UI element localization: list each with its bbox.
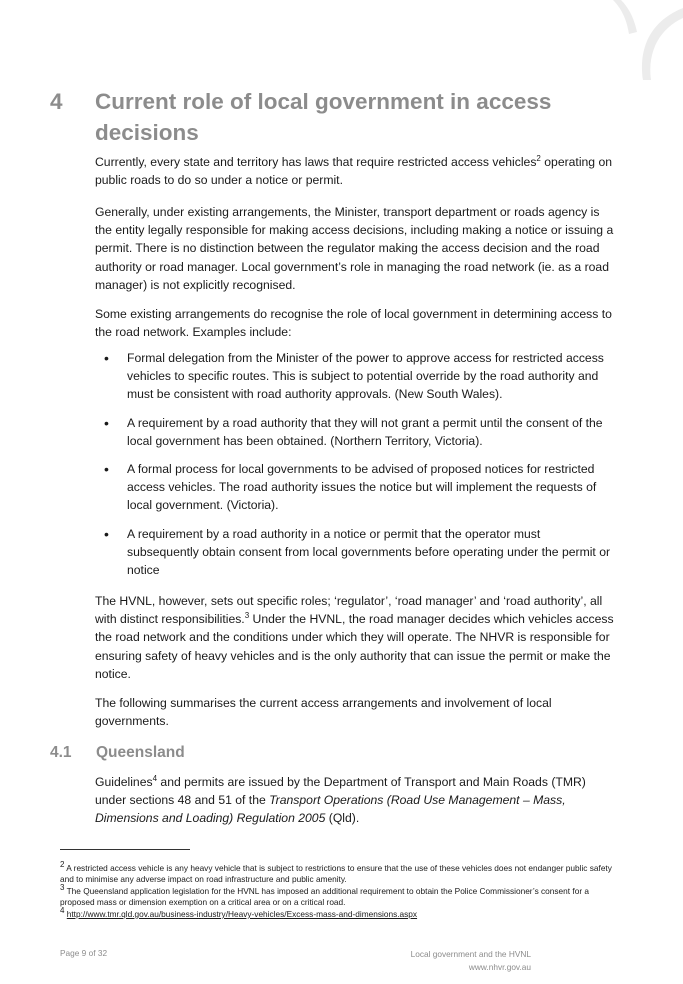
- document-title: Local government and the HVNL: [410, 949, 531, 959]
- paragraph-hvnl-roles: The HVNL, however, sets out specific roles; ‘regulator’, ‘road manager’ and ‘road authority’, all with distinct responsibilities.$^3$ Under the HVNL, the road manager decides which vehicles access the road network and the conditions under which they will operate. The NHVR is responsible for ensuring safety of heavy vehicles and is the only authority that can issue the permit or make the notice.: [95, 594, 614, 681]
- regulation-title: Transport Operations (Road Use Management – Mass, Dimensions and Loading) Regulation 2005: [95, 793, 566, 826]
- website-url: www.nhvr.gov.au: [468, 962, 531, 972]
- tmr-guidelines-link[interactable]: http://www.tmr.qld.gov.au/business-industry/Heavy-vehicles/Excess-mass-and-dimensions.aspx: [66, 909, 418, 919]
- footnote-3: $^3$ The Queensland application legislation for the HVNL has imposed an additional requirement to obtain the Police Commissioner’s consent for a proposed mass or dimension exemption on a critical area or on a critical road.: [60, 883, 589, 908]
- paragraph-examples-intro: Some existing arrangements do recognise the role of local government in determining access to the road network. Examples include:: [95, 307, 612, 340]
- list-item: • A requirement by a road authority in a notice or permit that the operator must subsequently obtain consent from local governments before operating under the permit or notice: [104, 525, 611, 578]
- section-title: Current role of local government in access decisions: [95, 89, 552, 145]
- bullet-icon: •: [104, 414, 109, 431]
- section-number: 4: [50, 89, 63, 114]
- bullet-icon: •: [104, 525, 109, 542]
- bullet-icon: •: [104, 350, 109, 366]
- subsection-number: 4.1: [50, 744, 72, 761]
- examples-list: [95, 349, 615, 589]
- list-item: • A formal process for local governments to be advised of proposed notices for restricted access vehicles. The road authority issues the notice but will implement the requests of local government. (Victoria).: [104, 461, 597, 513]
- bullet-icon: •: [104, 461, 109, 478]
- paragraph-intro: Currently, every state and territory has laws that require restricted access vehicles$^2$ operating on public roads to do so under a notice or permit.: [95, 153, 613, 188]
- footnote-ref-3[interactable]: 3: [244, 611, 250, 621]
- paragraph-summary: The following summarises the current access arrangements and involvement of local governments.: [95, 696, 552, 729]
- paragraph-arrangements: Generally, under existing arrangements, the Minister, transport department or roads agency is the entity legally responsible for making access decisions, including making a notice or issuing a permit. There is no distinction between the regulator making the access decision and the road authority or road manager. Local government’s role in managing the road network (ie. as a road manager) is not explicitly recognised.: [95, 205, 614, 292]
- footnote-divider: [60, 849, 190, 850]
- list-item: • Formal delegation from the Minister of the power to approve access for restricted access vehicles to specific routes. This is subject to potential override by the road authority and must be consistent with road authority approvals. (New South Wales).: [104, 350, 604, 402]
- subsection-title: Queensland: [96, 744, 185, 761]
- list-item: • A requirement by a road authority that they will not grant a permit until the consent of the local government has been obtained. (Northern Territory, Victoria).: [104, 414, 603, 448]
- footnote-4: $^4$ http://www.tmr.qld.gov.au/business-industry/Heavy-vehicles/Excess-mass-and-dimensions.aspx: [60, 906, 418, 919]
- footnote-2: $^2$ A restricted access vehicle is any heavy vehicle that is subject to restrictions to ensure that the use of these vehicles does not endanger public safety and to minimise any adverse impact on road infrastructure and public amenity.: [60, 860, 612, 885]
- footnote-ref-2[interactable]: 2: [536, 153, 541, 163]
- footnote-ref-4[interactable]: 4: [152, 773, 158, 783]
- paragraph-queensland: Guidelines$^4$ and permits are issued by the Department of Transport and Main Roads (TMR) under sections 48 and 51 of the Transport Operations (Road Use Management – Mass, Dimensions and Loading) Regulation 2005 (Qld).: [95, 773, 586, 826]
- page-number: Page 9 of 32: [60, 948, 108, 958]
- footer-info: [411, 948, 531, 974]
